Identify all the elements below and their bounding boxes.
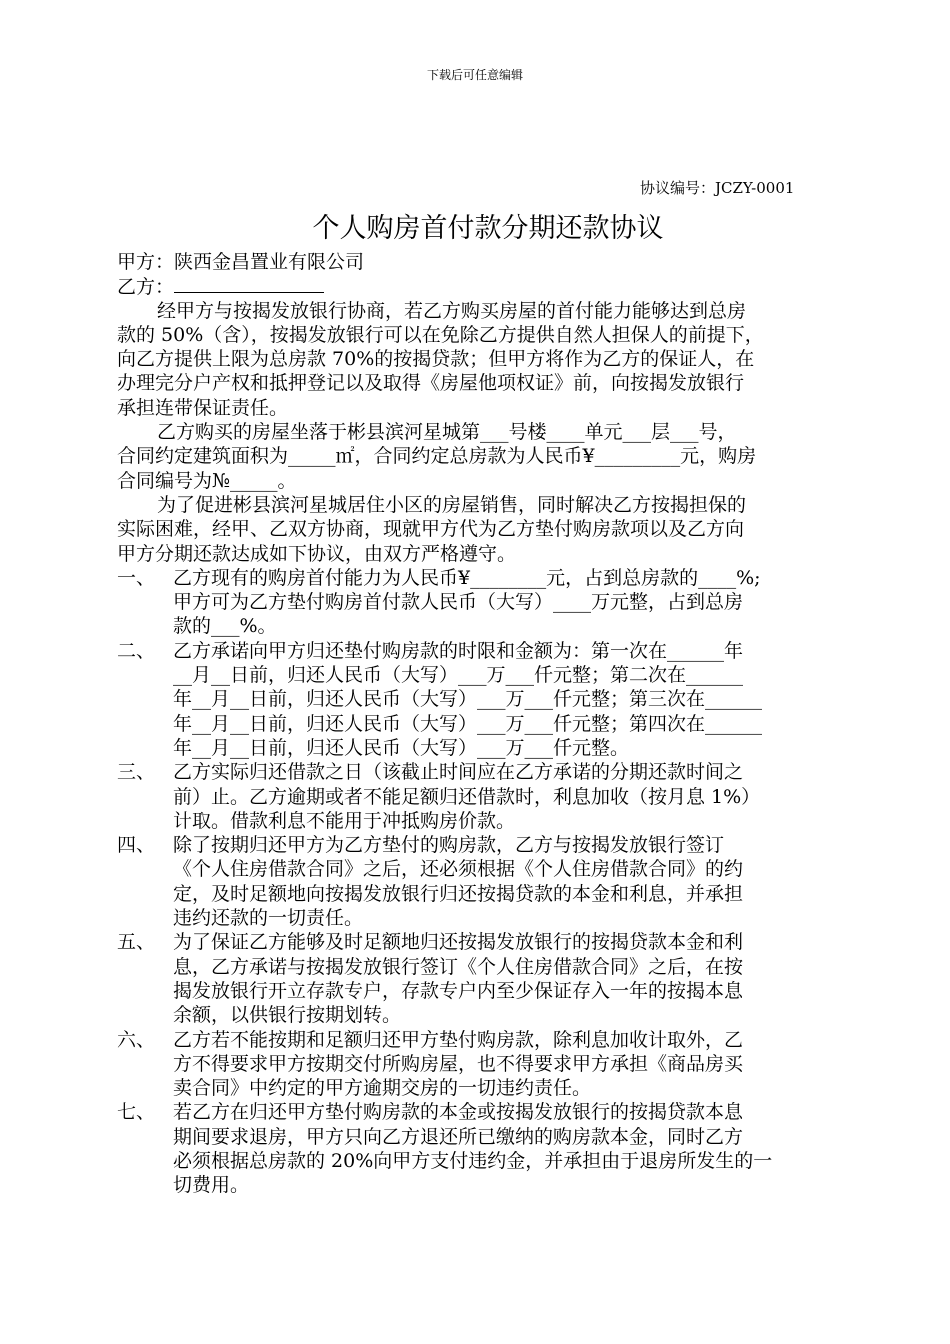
clause-line: 年__月__日前，归还人民币（大写）___万___仟元整。 <box>173 736 630 759</box>
clause-line: 若乙方在归还甲方垫付购房款的本金或按揭发放银行的按揭贷款本息 <box>173 1101 744 1124</box>
clause <box>117 1100 867 1197</box>
clause-line: 年__月__日前，归还人民币（大写）___万___仟元整；第三次在______ <box>173 688 763 711</box>
clauses <box>117 566 867 1198</box>
paragraphs <box>117 299 867 566</box>
party-b-label: 乙方： <box>117 276 175 299</box>
agreement-number: 协议编号：JCZY-0001 <box>640 179 795 197</box>
document-body <box>117 250 867 1198</box>
clause-line: 除了按期归还甲方为乙方垫付的购房款，乙方与按揭发放银行签订 <box>173 834 725 857</box>
clause-line: 方不得要求甲方按期交付所购房屋，也不得要求甲方承担《商品房买 <box>173 1052 744 1075</box>
party-b <box>117 274 867 298</box>
clause-line: 定，及时足额地向按揭发放银行归还按揭贷款的本金和利息，并承担 <box>173 882 744 905</box>
clause-line: 前）止。乙方逾期或者不能足额归还借款时，利息加收（按月息 1%） <box>173 785 761 808</box>
paragraph-line: 款的 50%（含），按揭发放银行可以在免除乙方提供自然人担保人的前提下， <box>117 323 764 346</box>
clause <box>117 639 867 760</box>
clause-line: 息，乙方承诺与按揭发放银行签订《个人住房借款合同》之后，在按 <box>173 955 744 978</box>
clause-line: 揭发放银行开立存款专户，存款专户内至少保证存入一年的按揭本息 <box>173 979 744 1002</box>
clause-line: 款的___%。 <box>173 615 277 638</box>
clause <box>117 833 867 930</box>
paragraph-line: 向乙方提供上限为总房款 70%的按揭贷款；但甲方将作为乙方的保证人，在 <box>117 348 755 371</box>
clause-line: 年__月__日前，归还人民币（大写）___万___仟元整；第四次在______ <box>173 712 763 735</box>
clause-line: 卖合同》中约定的甲方逾期交房的一切违约责任。 <box>173 1077 592 1100</box>
clause-line: 乙方实际归还借款之日（该截止时间应在乙方承诺的分期还款时间之 <box>173 761 744 784</box>
party-a: 甲方：陕西金昌置业有限公司 <box>117 251 365 273</box>
clause-line: 甲方可为乙方垫付购房首付款人民币（大写）____万元整，占到总房 <box>173 591 744 614</box>
clause-line: 乙方现有的购房首付能力为人民币¥________元，占到总房款的____%; <box>173 566 761 589</box>
clause-number: 五、 <box>117 931 156 954</box>
paragraph <box>117 299 867 420</box>
paragraph <box>117 420 867 493</box>
paragraph-line: 甲方分期还款达成如下协议，由双方严格遵守。 <box>117 542 517 565</box>
paragraph-line: 乙方购买的房屋坐落于彬县滨河星城第___号楼____单元___层___号， <box>157 421 737 444</box>
paragraph-line: 承担连带保证责任。 <box>117 396 289 419</box>
clause-number: 七、 <box>117 1101 156 1124</box>
clause-line: __月__日前，归还人民币（大写）___万___仟元整；第二次在______ <box>173 664 744 687</box>
paragraph-line: 办理完分户产权和抵押登记以及取得《房屋他项权证》前，向按揭发放银行 <box>117 372 745 395</box>
paragraph <box>117 493 867 566</box>
clause <box>117 1028 867 1101</box>
paragraph-line: 为了促进彬县滨河星城居住小区的房屋销售，同时解决乙方按揭担保的 <box>157 493 747 516</box>
clause-line: 计取。借款利息不能用于冲抵购房价款。 <box>173 809 516 832</box>
clause-line: 必须根据总房款的 20%向甲方支付违约金，并承担由于退房所发生的一 <box>173 1149 773 1172</box>
party-b-blank <box>174 274 324 293</box>
clause <box>117 760 867 833</box>
clause-number: 六、 <box>117 1028 156 1051</box>
clause-line: 乙方承诺向甲方归还垫付购房款的时限和金额为：第一次在______年 <box>173 639 744 662</box>
clause <box>117 566 867 639</box>
clause-line: 《个人住房借款合同》之后，还必须根据《个人住房借款合同》的约 <box>173 858 744 881</box>
clause-number: 三、 <box>117 761 156 784</box>
clause-line: 为了保证乙方能够及时足额地归还按揭发放银行的按揭贷款本金和利 <box>173 931 744 954</box>
clause-number: 四、 <box>117 834 156 857</box>
paragraph-line: 合同约定建筑面积为_____㎡，合同约定总房款为人民币¥_________元，购房 <box>117 445 757 468</box>
clause-line: 切费用。 <box>173 1174 250 1197</box>
paragraph-line: 经甲方与按揭发放银行协商，若乙方购买房屋的首付能力能够达到总房 <box>157 299 747 322</box>
header-note: 下载后可任意编辑 <box>426 68 523 82</box>
clause-line: 违约还款的一切责任。 <box>173 907 364 930</box>
paragraph-line: 实际困难，经甲、乙双方协商，现就甲方代为乙方垫付购房款项以及乙方向 <box>117 518 745 541</box>
clause-number: 一、 <box>117 566 156 589</box>
clause-line: 乙方若不能按期和足额归还甲方垫付购房款，除利息加收计取外，乙 <box>173 1028 744 1051</box>
clause-number: 二、 <box>117 639 156 662</box>
document-title: 个人购房首付款分期还款协议 <box>312 213 664 244</box>
paragraph-line: 合同编号为№_____。 <box>117 469 297 492</box>
clause <box>117 930 867 1027</box>
clause-line: 期间要求退房，甲方只向乙方退还所已缴纳的购房款本金，同时乙方 <box>173 1125 744 1148</box>
clause-line: 余额，以供银行按期划转。 <box>173 1004 402 1027</box>
